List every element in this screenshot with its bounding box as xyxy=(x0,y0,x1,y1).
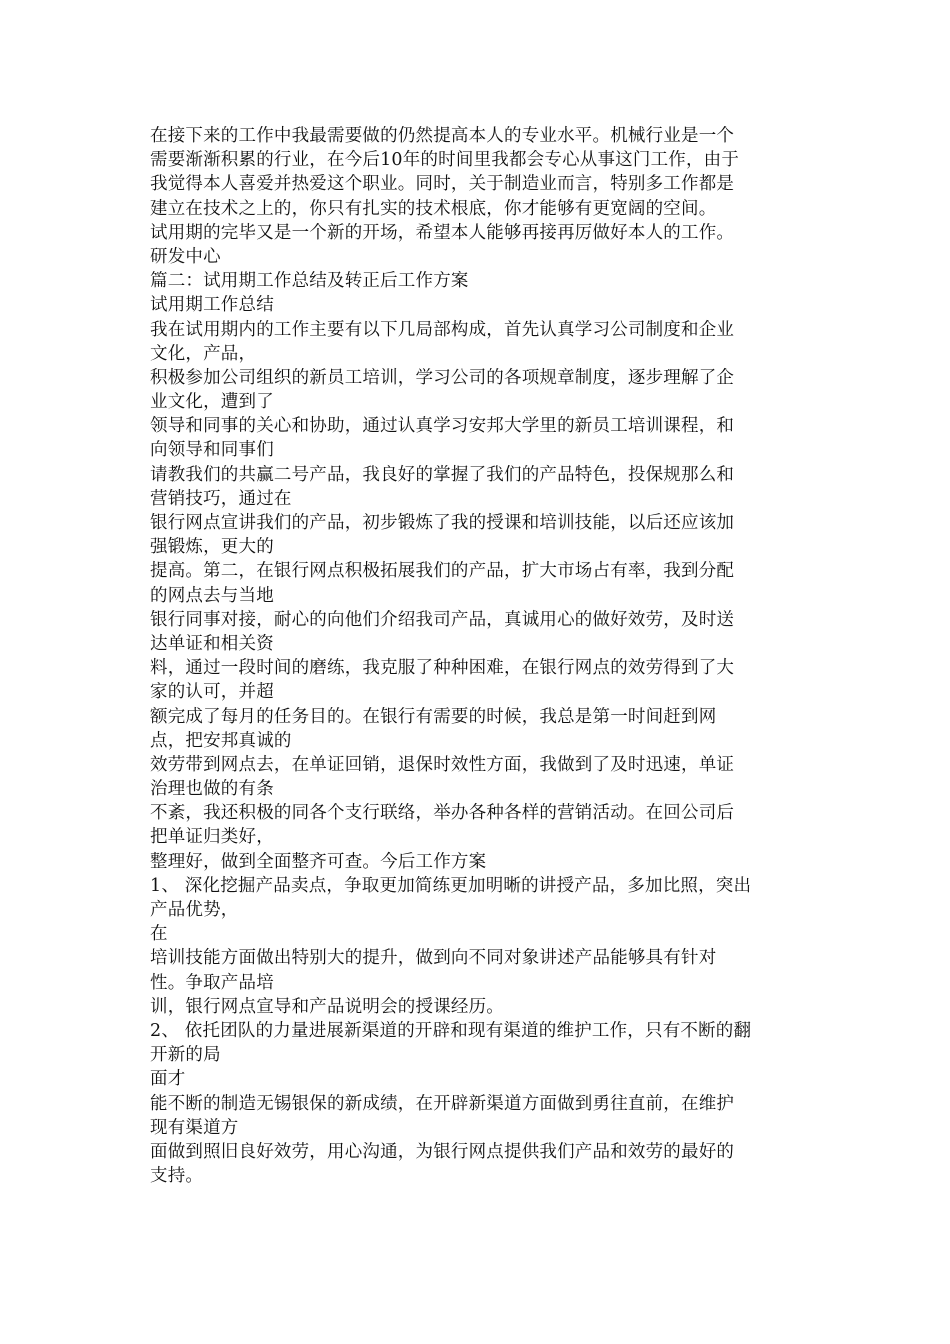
text-line: 试用期的完毕又是一个新的开场，希望本人能够再接再厉做好本人的工作。 xyxy=(150,222,735,243)
text-line: 文化，产品， xyxy=(150,343,257,364)
text-line: 我觉得本人喜爱并热爱这个职业。同时，关于制造业而言，特别多工作都是 xyxy=(150,174,735,195)
text-line: 培训技能方面做出特别大的提升，做到向不同对象讲述产品能够具有针对 xyxy=(150,948,717,969)
document-body xyxy=(150,124,800,1188)
text-line: 我在试用期内的工作主要有以下几局部构成，首先认真学习公司制度和企业 xyxy=(150,319,735,340)
text-line: 需要渐渐积累的行业，在今后10年的时间里我都会专心从事这门工作，由于 xyxy=(150,150,740,171)
subsection-heading: 试用期工作总结 xyxy=(150,295,274,316)
text-line: 领导和同事的关心和协助，通过认真学习安邦大学里的新员工培训课程，和 xyxy=(150,416,735,437)
text-line: 面才 xyxy=(150,1069,186,1090)
text-line: 训，银行网点宣导和产品说明会的授课经历。 xyxy=(150,996,504,1017)
text-line: 达单证和相关资 xyxy=(150,633,274,654)
list-item-2: 2、 依托团队的力量进展新渠道的开辟和现有渠道的维护工作，只有不断的翻 xyxy=(150,1020,752,1041)
text-line: 营销技巧，通过在 xyxy=(150,488,292,509)
text-line: 银行网点宣讲我们的产品，初步锻炼了我的授课和培训技能，以后还应该加 xyxy=(150,513,735,533)
text-line: 在接下来的工作中我最需要做的仍然提高本人的专业水平。机械行业是一个 xyxy=(150,126,735,146)
text-line: 建立在技术之上的，你只有扎实的技术根底，你才能够有更宽阔的空间。 xyxy=(150,198,717,219)
text-line: 能不断的制造无锡银保的新成绩，在开辟新渠道方面做到勇往直前，在维护 xyxy=(150,1093,735,1114)
text-line: 额完成了每月的任务目的。在银行有需要的时候，我总是第一时间赶到网 xyxy=(150,706,717,727)
text-line: 点，把安邦真诚的 xyxy=(150,730,292,751)
text-line: 业文化，遭到了 xyxy=(150,392,274,413)
text-line: 在 xyxy=(150,924,168,945)
text-line: 提高。第二，在银行网点积极拓展我们的产品，扩大市场占有率，我到分配 xyxy=(150,561,735,582)
section-heading: 篇二：试用期工作总结及转正后工作方案 xyxy=(150,271,469,292)
text-line: 产品优势， xyxy=(150,900,239,920)
list-item-1: 1、 深化挖掘产品卖点，争取更加简练更加明晰的讲授产品，多加比照，突出 xyxy=(150,875,752,896)
text-line: 效劳带到网点去，在单证回销，退保时效性方面，我做到了及时迅速，单证 xyxy=(150,754,735,775)
text-line: 银行同事对接，耐心的向他们介绍我司产品，真诚用心的做好效劳，及时送 xyxy=(150,609,735,630)
text-line: 研发中心 xyxy=(150,246,221,267)
text-line: 家的认可，并超 xyxy=(150,682,274,703)
text-line: 现有渠道方 xyxy=(150,1117,239,1138)
text-line: 不紊，我还积极的同各个支行联络，举办各种各样的营销活动。在回公司后 xyxy=(150,803,735,824)
text-line: 请教我们的共赢二号产品，我良好的掌握了我们的产品特色，投保规那么和 xyxy=(150,464,735,485)
text-line: 开新的局 xyxy=(150,1045,221,1066)
text-line: 把单证归类好， xyxy=(150,827,274,848)
text-line: 支持。 xyxy=(150,1166,204,1187)
text-line: 整理好，做到全面整齐可查。今后工作方案 xyxy=(150,851,487,872)
text-line: 料，通过一段时间的磨练，我克服了种种困难，在银行网点的效劳得到了大 xyxy=(150,658,735,679)
text-line: 性。争取产品培 xyxy=(150,972,274,993)
text-line: 面做到照旧良好效劳，用心沟通，为银行网点提供我们产品和效劳的最好的 xyxy=(150,1141,735,1162)
text-line: 强锻炼，更大的 xyxy=(150,537,274,558)
text-line: 的网点去与当地 xyxy=(150,585,274,606)
text-line: 积极参加公司组织的新员工培训，学习公司的各项规章制度，逐步理解了企 xyxy=(150,367,735,388)
text-line: 向领导和同事们 xyxy=(150,440,274,461)
text-line: 治理也做的有条 xyxy=(150,779,274,800)
